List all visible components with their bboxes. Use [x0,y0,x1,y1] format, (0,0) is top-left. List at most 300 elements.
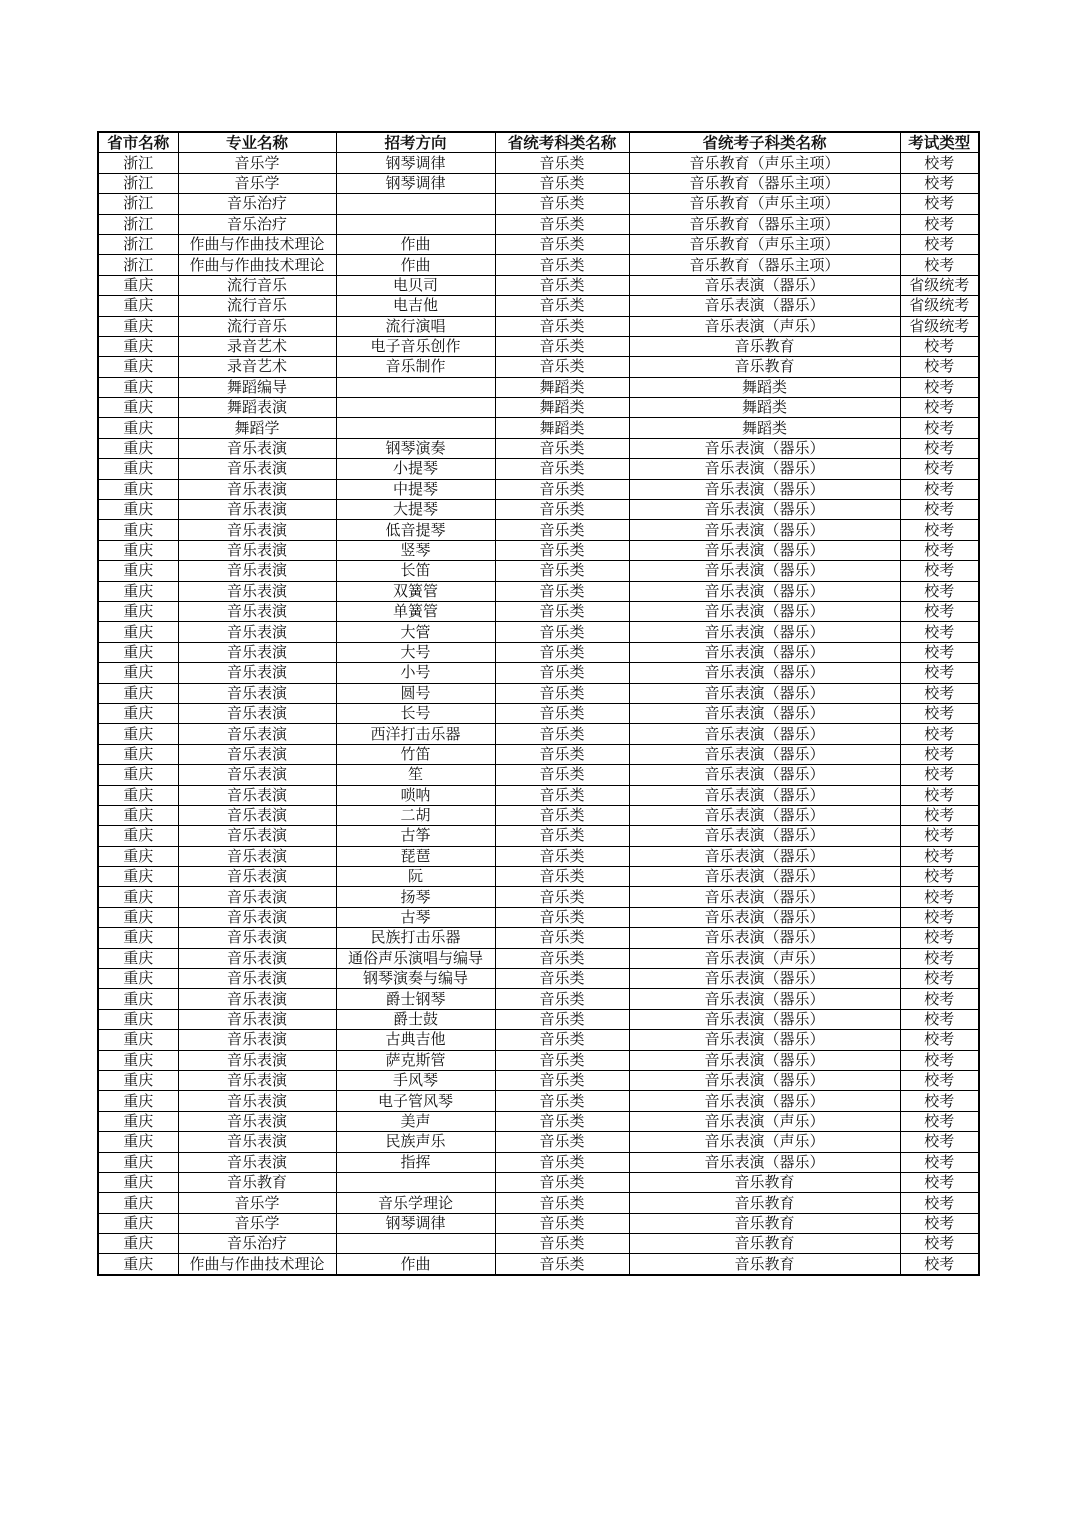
exam-type-cell: 校考 [900,1070,979,1090]
category-cell: 音乐类 [495,928,629,948]
table-header [98,132,979,153]
major-cell: 音乐表演 [178,765,336,785]
subcategory-cell: 音乐表演（器乐） [629,561,900,581]
exam-type-cell: 校考 [900,1132,979,1152]
exam-type-cell: 校考 [900,683,979,703]
direction-cell: 琵琶 [336,846,495,866]
exam-type-cell: 校考 [900,173,979,193]
exam-type-cell: 校考 [900,398,979,418]
direction-cell: 单簧管 [336,601,495,621]
table-row [98,153,979,173]
direction-cell [336,1234,495,1254]
subcategory-cell: 音乐表演（器乐） [629,826,900,846]
subcategory-cell: 音乐表演（器乐） [629,683,900,703]
exam-type-cell: 省级统考 [900,316,979,336]
table-row [98,989,979,1009]
major-cell: 音乐表演 [178,969,336,989]
province-cell: 重庆 [98,1132,178,1152]
column-header-major: 专业名称 [178,132,336,153]
exam-type-cell: 校考 [900,703,979,723]
table-row [98,255,979,275]
direction-cell: 作曲 [336,1254,495,1275]
major-cell: 音乐表演 [178,744,336,764]
exam-type-cell: 校考 [900,642,979,662]
direction-cell: 唢呐 [336,785,495,805]
exam-type-cell: 校考 [900,377,979,397]
table-row [98,1132,979,1152]
subcategory-cell: 音乐教育（器乐主项） [629,173,900,193]
direction-cell: 小提琴 [336,459,495,479]
category-cell: 音乐类 [495,887,629,907]
major-cell: 音乐表演 [178,683,336,703]
major-cell: 音乐表演 [178,500,336,520]
major-cell: 音乐表演 [178,703,336,723]
major-cell: 音乐表演 [178,622,336,642]
category-cell: 音乐类 [495,805,629,825]
province-cell: 重庆 [98,418,178,438]
province-cell: 重庆 [98,1009,178,1029]
category-cell: 音乐类 [495,703,629,723]
province-cell: 重庆 [98,948,178,968]
province-cell: 重庆 [98,785,178,805]
province-cell: 重庆 [98,765,178,785]
column-header-province: 省市名称 [98,132,178,153]
category-cell: 音乐类 [495,581,629,601]
exam-type-cell: 校考 [900,194,979,214]
column-header-direction: 招考方向 [336,132,495,153]
major-cell: 音乐表演 [178,724,336,744]
direction-cell: 音乐制作 [336,357,495,377]
province-cell: 重庆 [98,1254,178,1275]
column-header-category: 省统考科类名称 [495,132,629,153]
table-row [98,642,979,662]
major-cell: 音乐表演 [178,785,336,805]
table-row [98,275,979,295]
category-cell: 音乐类 [495,1111,629,1131]
subcategory-cell: 音乐表演（器乐） [629,846,900,866]
table-row [98,1091,979,1111]
subcategory-cell: 音乐表演（器乐） [629,1030,900,1050]
category-cell: 音乐类 [495,1254,629,1275]
exam-type-cell: 校考 [900,1254,979,1275]
direction-cell: 古典吉他 [336,1030,495,1050]
table-row [98,540,979,560]
province-cell: 浙江 [98,214,178,234]
direction-cell: 竹笛 [336,744,495,764]
major-cell: 音乐表演 [178,826,336,846]
direction-cell: 双簧管 [336,581,495,601]
category-cell: 音乐类 [495,663,629,683]
subcategory-cell: 音乐表演（声乐） [629,948,900,968]
major-cell: 音乐治疗 [178,1234,336,1254]
category-cell: 音乐类 [495,255,629,275]
exam-type-cell: 校考 [900,214,979,234]
direction-cell: 爵士钢琴 [336,989,495,1009]
exam-type-cell: 校考 [900,1111,979,1131]
category-cell: 音乐类 [495,826,629,846]
direction-cell: 低音提琴 [336,520,495,540]
category-cell: 音乐类 [495,907,629,927]
category-cell: 音乐类 [495,1091,629,1111]
admission-table [97,131,980,1276]
table-row [98,418,979,438]
major-cell: 音乐表演 [178,887,336,907]
subcategory-cell: 音乐表演（器乐） [629,500,900,520]
direction-cell [336,377,495,397]
major-cell: 音乐治疗 [178,214,336,234]
category-cell: 音乐类 [495,1050,629,1070]
table-row [98,907,979,927]
table-row [98,1254,979,1275]
column-header-subcategory: 省统考子科类名称 [629,132,900,153]
category-cell: 音乐类 [495,1030,629,1050]
table-row [98,479,979,499]
subcategory-cell: 音乐教育 [629,1193,900,1213]
subcategory-cell: 音乐教育（声乐主项） [629,234,900,254]
category-cell: 舞蹈类 [495,377,629,397]
province-cell: 重庆 [98,826,178,846]
subcategory-cell: 音乐表演（器乐） [629,724,900,744]
subcategory-cell: 音乐表演（器乐） [629,887,900,907]
province-cell: 重庆 [98,1234,178,1254]
exam-type-cell: 校考 [900,520,979,540]
category-cell: 音乐类 [495,683,629,703]
major-cell: 音乐表演 [178,948,336,968]
exam-type-cell: 校考 [900,622,979,642]
subcategory-cell: 音乐表演（器乐） [629,989,900,1009]
major-cell: 作曲与作曲技术理论 [178,255,336,275]
table-row [98,214,979,234]
subcategory-cell: 音乐表演（器乐） [629,1009,900,1029]
direction-cell: 美声 [336,1111,495,1131]
exam-type-cell: 校考 [900,540,979,560]
category-cell: 音乐类 [495,622,629,642]
exam-type-cell: 校考 [900,459,979,479]
subcategory-cell: 音乐表演（器乐） [629,520,900,540]
subcategory-cell: 音乐表演（器乐） [629,1050,900,1070]
direction-cell: 钢琴调律 [336,173,495,193]
major-cell: 音乐表演 [178,540,336,560]
category-cell: 音乐类 [495,1009,629,1029]
major-cell: 音乐表演 [178,663,336,683]
table-row [98,194,979,214]
exam-type-cell: 校考 [900,255,979,275]
direction-cell: 通俗声乐演唱与编导 [336,948,495,968]
exam-type-cell: 校考 [900,1030,979,1050]
table-row [98,357,979,377]
table-row [98,438,979,458]
exam-type-cell: 校考 [900,744,979,764]
province-cell: 重庆 [98,275,178,295]
subcategory-cell: 音乐表演（声乐） [629,1132,900,1152]
category-cell: 音乐类 [495,1172,629,1192]
category-cell: 音乐类 [495,357,629,377]
subcategory-cell: 音乐表演（器乐） [629,1152,900,1172]
category-cell: 音乐类 [495,724,629,744]
major-cell: 音乐表演 [178,1132,336,1152]
subcategory-cell: 音乐表演（器乐） [629,969,900,989]
table-row [98,173,979,193]
subcategory-cell: 音乐教育 [629,1254,900,1275]
subcategory-cell: 音乐教育 [629,1213,900,1233]
table-row [98,1111,979,1131]
category-cell: 音乐类 [495,173,629,193]
exam-type-cell: 校考 [900,1009,979,1029]
category-cell: 音乐类 [495,867,629,887]
province-cell: 重庆 [98,1152,178,1172]
major-cell: 音乐表演 [178,867,336,887]
exam-type-cell: 校考 [900,663,979,683]
table-row [98,1152,979,1172]
major-cell: 录音艺术 [178,357,336,377]
major-cell: 音乐表演 [178,642,336,662]
direction-cell: 竖琴 [336,540,495,560]
subcategory-cell: 音乐表演（器乐） [629,785,900,805]
province-cell: 浙江 [98,234,178,254]
category-cell: 音乐类 [495,194,629,214]
province-cell: 重庆 [98,1070,178,1090]
direction-cell: 大管 [336,622,495,642]
major-cell: 音乐表演 [178,459,336,479]
province-cell: 重庆 [98,622,178,642]
table-row [98,1234,979,1254]
exam-type-cell: 校考 [900,948,979,968]
table-row [98,1009,979,1029]
province-cell: 重庆 [98,744,178,764]
category-cell: 音乐类 [495,214,629,234]
category-cell: 音乐类 [495,316,629,336]
direction-cell: 阮 [336,867,495,887]
subcategory-cell: 音乐教育（器乐主项） [629,214,900,234]
category-cell: 音乐类 [495,336,629,356]
direction-cell: 古琴 [336,907,495,927]
province-cell: 重庆 [98,1091,178,1111]
direction-cell: 电吉他 [336,296,495,316]
province-cell: 重庆 [98,887,178,907]
direction-cell: 钢琴调律 [336,153,495,173]
table-row [98,296,979,316]
direction-cell: 手风琴 [336,1070,495,1090]
province-cell: 重庆 [98,928,178,948]
table-row [98,928,979,948]
major-cell: 流行音乐 [178,296,336,316]
exam-type-cell: 校考 [900,928,979,948]
subcategory-cell: 音乐教育 [629,357,900,377]
subcategory-cell: 音乐表演（器乐） [629,438,900,458]
category-cell: 音乐类 [495,765,629,785]
direction-cell: 电子管风琴 [336,1091,495,1111]
major-cell: 音乐表演 [178,846,336,866]
category-cell: 音乐类 [495,296,629,316]
subcategory-cell: 音乐教育 [629,336,900,356]
category-cell: 音乐类 [495,234,629,254]
exam-type-cell: 校考 [900,1172,979,1192]
province-cell: 重庆 [98,805,178,825]
direction-cell: 作曲 [336,234,495,254]
province-cell: 重庆 [98,989,178,1009]
exam-type-cell: 校考 [900,887,979,907]
province-cell: 重庆 [98,1193,178,1213]
major-cell: 音乐表演 [178,928,336,948]
subcategory-cell: 音乐表演（器乐） [629,479,900,499]
exam-type-cell: 校考 [900,500,979,520]
exam-type-cell: 校考 [900,1050,979,1070]
exam-type-cell: 校考 [900,1193,979,1213]
exam-type-cell: 校考 [900,1152,979,1172]
direction-cell: 萨克斯管 [336,1050,495,1070]
exam-type-cell: 校考 [900,601,979,621]
major-cell: 音乐表演 [178,438,336,458]
category-cell: 舞蹈类 [495,398,629,418]
exam-type-cell: 校考 [900,724,979,744]
direction-cell: 流行演唱 [336,316,495,336]
major-cell: 音乐教育 [178,1172,336,1192]
table-row [98,459,979,479]
subcategory-cell: 舞蹈类 [629,398,900,418]
category-cell: 音乐类 [495,520,629,540]
major-cell: 舞蹈表演 [178,398,336,418]
major-cell: 音乐表演 [178,601,336,621]
province-cell: 重庆 [98,724,178,744]
subcategory-cell: 音乐表演（器乐） [629,622,900,642]
category-cell: 音乐类 [495,601,629,621]
direction-cell: 古筝 [336,826,495,846]
major-cell: 音乐表演 [178,1091,336,1111]
exam-type-cell: 校考 [900,969,979,989]
exam-type-cell: 校考 [900,867,979,887]
province-cell: 重庆 [98,438,178,458]
column-header-exam-type: 考试类型 [900,132,979,153]
exam-type-cell: 校考 [900,234,979,254]
exam-type-cell: 校考 [900,805,979,825]
province-cell: 重庆 [98,1050,178,1070]
subcategory-cell: 音乐表演（声乐） [629,316,900,336]
major-cell: 流行音乐 [178,316,336,336]
direction-cell [336,398,495,418]
province-cell: 重庆 [98,316,178,336]
major-cell: 流行音乐 [178,275,336,295]
province-cell: 重庆 [98,520,178,540]
major-cell: 作曲与作曲技术理论 [178,234,336,254]
subcategory-cell: 音乐教育 [629,1172,900,1192]
subcategory-cell: 音乐教育（声乐主项） [629,153,900,173]
major-cell: 录音艺术 [178,336,336,356]
subcategory-cell: 音乐表演（器乐） [629,703,900,723]
major-cell: 音乐表演 [178,1030,336,1050]
direction-cell: 二胡 [336,805,495,825]
direction-cell: 爵士鼓 [336,1009,495,1029]
table-row [98,398,979,418]
subcategory-cell: 音乐表演（器乐） [629,581,900,601]
table-row [98,724,979,744]
table-row [98,1213,979,1233]
province-cell: 重庆 [98,540,178,560]
subcategory-cell: 音乐表演（器乐） [629,744,900,764]
province-cell: 重庆 [98,663,178,683]
exam-type-cell: 校考 [900,785,979,805]
major-cell: 舞蹈编导 [178,377,336,397]
province-cell: 重庆 [98,601,178,621]
direction-cell: 民族打击乐器 [336,928,495,948]
direction-cell: 西洋打击乐器 [336,724,495,744]
category-cell: 音乐类 [495,969,629,989]
major-cell: 舞蹈学 [178,418,336,438]
category-cell: 音乐类 [495,479,629,499]
subcategory-cell: 音乐教育 [629,1234,900,1254]
table-body [98,153,979,1275]
subcategory-cell: 音乐表演（器乐） [629,867,900,887]
direction-cell: 电贝司 [336,275,495,295]
table-row [98,765,979,785]
header-row [98,132,979,153]
category-cell: 音乐类 [495,459,629,479]
major-cell: 音乐表演 [178,520,336,540]
exam-type-cell: 校考 [900,438,979,458]
major-cell: 音乐表演 [178,1152,336,1172]
major-cell: 音乐表演 [178,479,336,499]
table-row [98,561,979,581]
table-row [98,683,979,703]
province-cell: 重庆 [98,561,178,581]
major-cell: 音乐学 [178,153,336,173]
province-cell: 重庆 [98,1111,178,1131]
table-row [98,1193,979,1213]
major-cell: 音乐学 [178,1193,336,1213]
subcategory-cell: 音乐表演（器乐） [629,642,900,662]
direction-cell: 中提琴 [336,479,495,499]
province-cell: 重庆 [98,459,178,479]
table-row [98,1172,979,1192]
major-cell: 音乐表演 [178,989,336,1009]
major-cell: 音乐表演 [178,907,336,927]
table-row [98,316,979,336]
table-row [98,500,979,520]
category-cell: 音乐类 [495,153,629,173]
category-cell: 音乐类 [495,275,629,295]
direction-cell: 钢琴演奏与编导 [336,969,495,989]
exam-type-cell: 校考 [900,153,979,173]
table-row [98,1050,979,1070]
province-cell: 重庆 [98,296,178,316]
province-cell: 重庆 [98,398,178,418]
table-row [98,520,979,540]
province-cell: 重庆 [98,1213,178,1233]
subcategory-cell: 音乐表演（器乐） [629,907,900,927]
category-cell: 音乐类 [495,438,629,458]
direction-cell: 长号 [336,703,495,723]
exam-type-cell: 省级统考 [900,296,979,316]
subcategory-cell: 音乐教育（器乐主项） [629,255,900,275]
direction-cell: 小号 [336,663,495,683]
subcategory-cell: 音乐表演（器乐） [629,275,900,295]
exam-type-cell: 校考 [900,846,979,866]
subcategory-cell: 音乐教育（声乐主项） [629,194,900,214]
subcategory-cell: 舞蹈类 [629,418,900,438]
table-row [98,1070,979,1090]
direction-cell: 大号 [336,642,495,662]
direction-cell [336,194,495,214]
province-cell: 重庆 [98,846,178,866]
direction-cell: 作曲 [336,255,495,275]
subcategory-cell: 舞蹈类 [629,377,900,397]
exam-type-cell: 校考 [900,581,979,601]
major-cell: 音乐学 [178,1213,336,1233]
direction-cell: 大提琴 [336,500,495,520]
table-row [98,744,979,764]
major-cell: 音乐表演 [178,1070,336,1090]
province-cell: 重庆 [98,703,178,723]
exam-type-cell: 校考 [900,336,979,356]
